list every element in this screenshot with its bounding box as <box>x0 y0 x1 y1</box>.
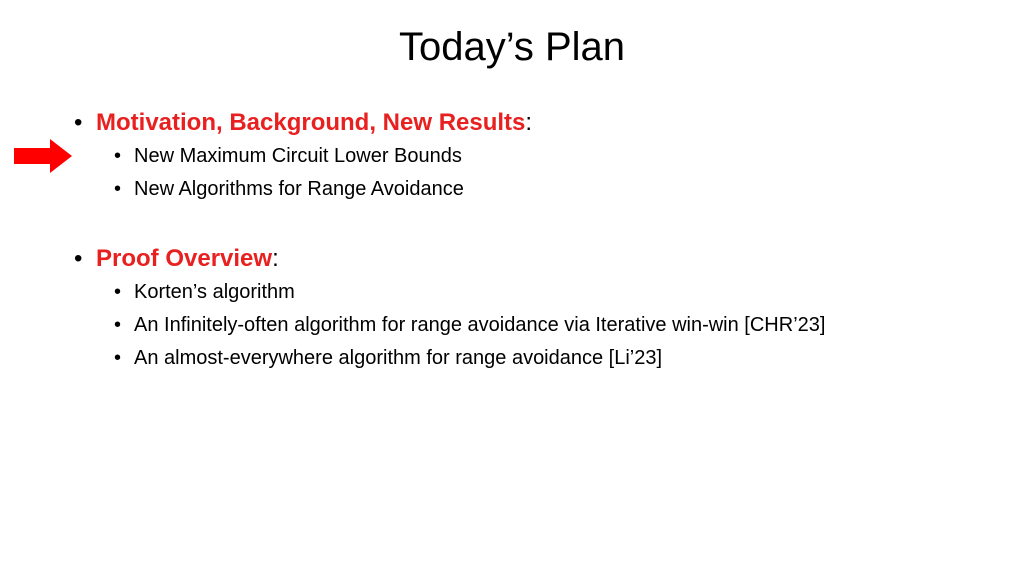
heading-colon: : <box>272 245 279 272</box>
bullet: • <box>114 314 122 336</box>
list-item-text: Korten’s algorithm <box>134 281 295 303</box>
list-item <box>74 276 1004 309</box>
bullet: • <box>114 178 122 200</box>
section-heading: Motivation, Background, New Results <box>96 109 526 136</box>
heading-colon: : <box>525 109 533 136</box>
right-arrow-icon <box>14 139 72 173</box>
bullet: • <box>114 281 122 303</box>
agenda-section-motivation <box>74 106 1004 206</box>
agenda-section-heading-row <box>74 242 1004 276</box>
bullet: • <box>114 347 122 369</box>
bullet: • <box>74 245 83 272</box>
bullet: • <box>74 109 83 136</box>
list-item <box>74 140 1004 173</box>
section-heading: Proof Overview <box>96 245 273 272</box>
bullet: • <box>114 145 122 167</box>
list-item-text: An Infinitely-often algorithm for range avoidance via Iterative win-win [CHR’23] <box>134 314 826 336</box>
sub-item-list <box>74 140 1004 206</box>
list-item <box>74 173 1004 206</box>
list-item-text: New Maximum Circuit Lower Bounds <box>134 145 462 167</box>
agenda-section-heading-row <box>74 106 1004 140</box>
list-item <box>74 309 1004 342</box>
agenda-list <box>74 106 1004 375</box>
list-item-text: An almost-everywhere algorithm for range avoidance [Li’23] <box>134 347 663 369</box>
list-item <box>74 342 1004 375</box>
sub-item-list <box>74 276 1004 375</box>
slide-title: Today’s Plan <box>398 25 626 69</box>
agenda-section-proof-overview <box>74 242 1004 375</box>
list-item-text: New Algorithms for Range Avoidance <box>134 178 464 200</box>
